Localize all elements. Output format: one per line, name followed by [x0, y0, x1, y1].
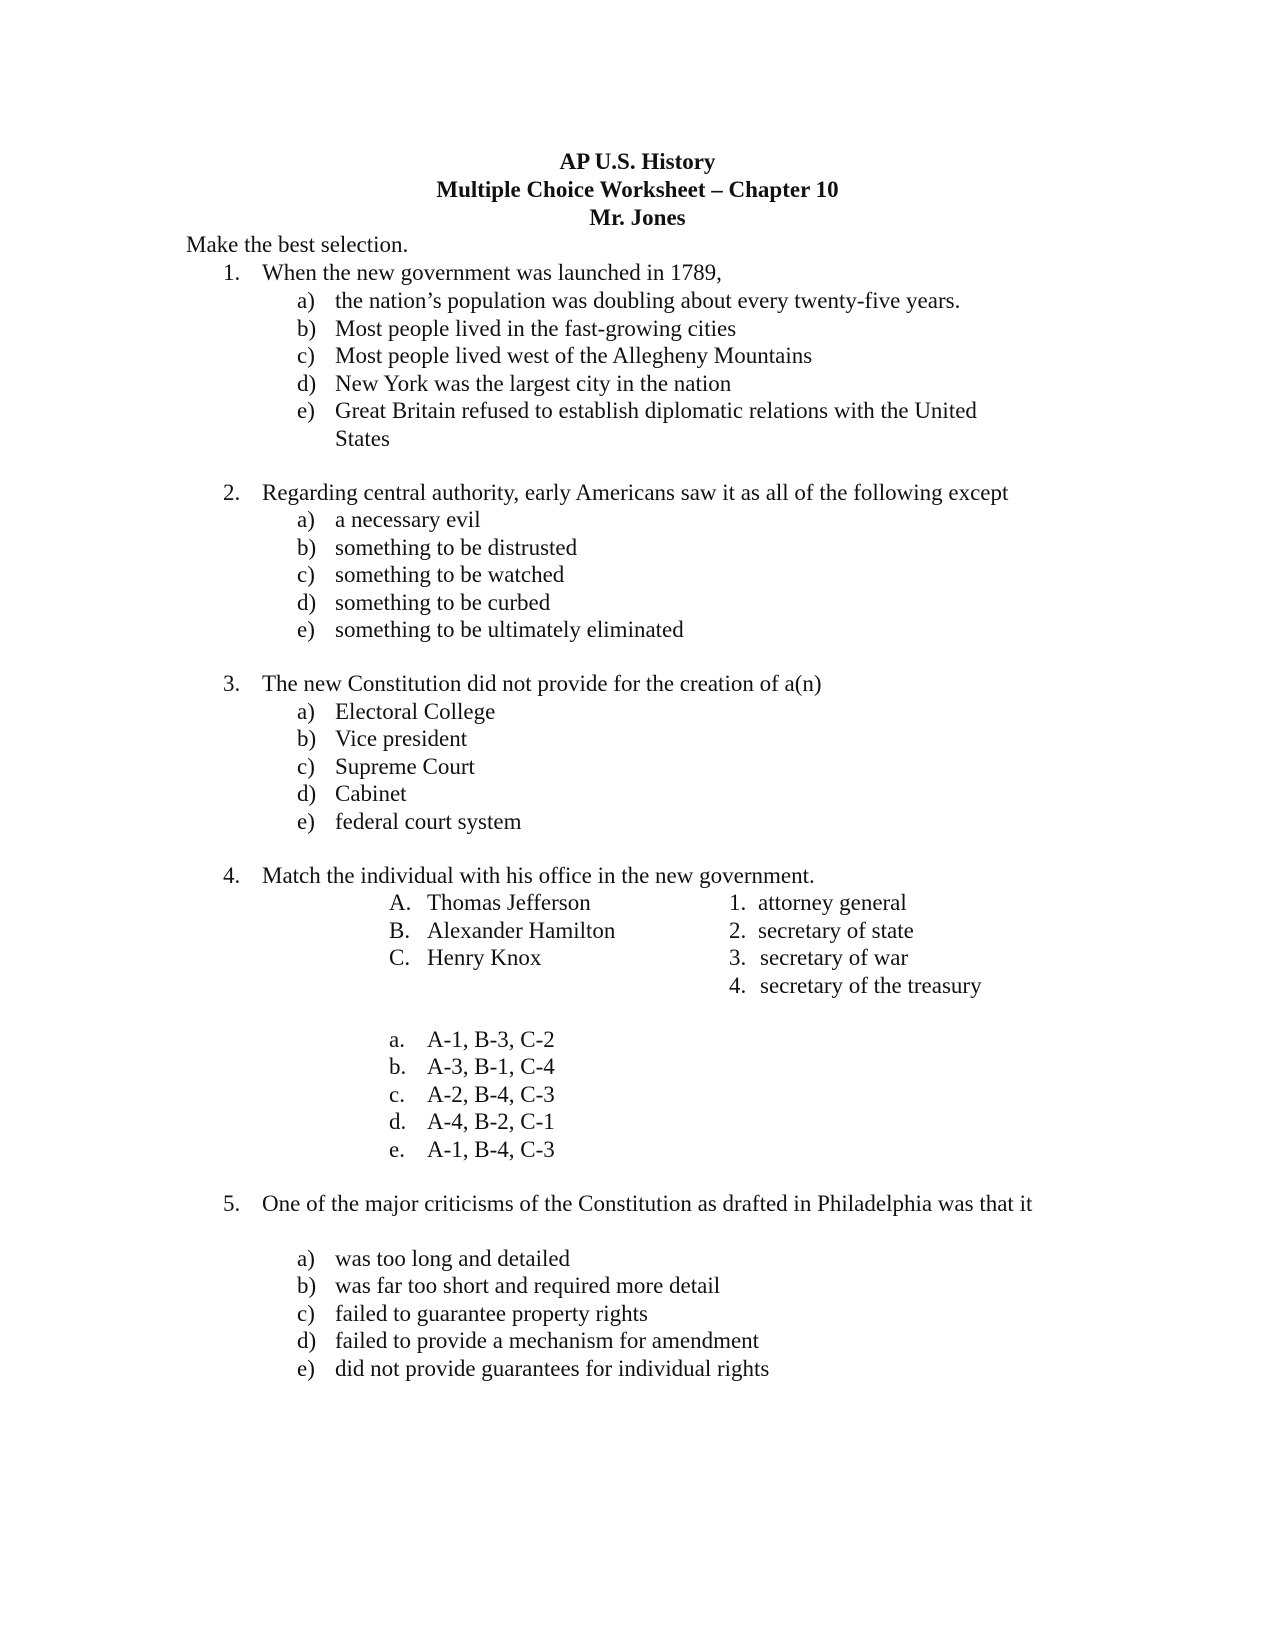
option-label: b)	[297, 726, 317, 751]
instructions: Make the best selection.	[186, 232, 409, 257]
option-text: A-1, B-3, C-2	[427, 1027, 555, 1052]
option-text: A-1, B-4, C-3	[427, 1137, 555, 1162]
question-number: 2.	[223, 480, 241, 505]
option-text: failed to provide a mechanism for amendment	[335, 1328, 760, 1353]
option-label: b.	[389, 1054, 407, 1079]
option-text: Supreme Court	[335, 754, 475, 779]
office-name: secretary of state	[758, 918, 914, 943]
individual-name: Alexander Hamilton	[427, 918, 616, 943]
office-name: secretary of war	[760, 945, 909, 970]
option-text: A-4, B-2, C-1	[427, 1109, 555, 1134]
option-text: federal court system	[335, 809, 522, 834]
option-label: a)	[297, 699, 315, 724]
option-label: a.	[389, 1027, 405, 1052]
option-label: d.	[389, 1109, 407, 1134]
question-text: When the new government was launched in 1789,	[262, 260, 722, 285]
option-text: something to be distrusted	[335, 535, 578, 560]
option-label: e.	[389, 1137, 405, 1162]
question-text: Match the individual with his office in the new government.	[262, 863, 815, 888]
question-text: Regarding central authority, early Americans saw it as all of the following except	[262, 480, 1009, 505]
question-text: One of the major criticisms of the Constitution as drafted in Philadelphia was that it	[262, 1191, 1033, 1216]
option-text: was far too short and required more detail	[335, 1273, 721, 1298]
office-name: attorney general	[758, 890, 907, 915]
individual-name: Henry Knox	[427, 945, 542, 970]
option-label: d)	[297, 371, 317, 396]
option-label: a)	[297, 288, 315, 313]
question-number: 4.	[223, 863, 241, 888]
option-label: b)	[297, 1273, 317, 1298]
individual-label: A.	[389, 890, 412, 915]
option-label: a)	[297, 1246, 315, 1271]
option-text: A-2, B-4, C-3	[427, 1082, 555, 1107]
option-label: a)	[297, 507, 315, 532]
option-label: e)	[297, 398, 315, 423]
option-text: Electoral College	[335, 699, 496, 724]
office-label: 2.	[729, 918, 747, 943]
option-label: e)	[297, 617, 315, 642]
option-label: c)	[297, 562, 315, 587]
option-text: Great Britain refused to establish diplomatic relations with the United States	[335, 398, 977, 451]
option-text: something to be ultimately eliminated	[335, 617, 684, 642]
course-title: AP U.S. History	[559, 149, 716, 174]
option-text: A-3, B-1, C-4	[427, 1054, 555, 1079]
option-text: New York was the largest city in the nation	[335, 371, 732, 396]
individual-label: C.	[389, 945, 411, 970]
option-label: c.	[389, 1082, 405, 1107]
option-label: b)	[297, 535, 317, 560]
option-text: something to be curbed	[335, 590, 551, 615]
option-label: b)	[297, 316, 317, 341]
option-text: failed to guarantee property rights	[335, 1301, 648, 1326]
option-label: e)	[297, 1356, 315, 1381]
option-label: c)	[297, 754, 315, 779]
individual-name: Thomas Jefferson	[427, 890, 591, 915]
option-text: Cabinet	[335, 781, 407, 806]
option-text: a necessary evil	[335, 507, 481, 532]
option-label: c)	[297, 1301, 315, 1326]
option-text: something to be watched	[335, 562, 565, 587]
option-label: c)	[297, 343, 315, 368]
office-name: secretary of the treasury	[760, 973, 982, 998]
office-label: 1.	[729, 890, 747, 915]
option-text: did not provide guarantees for individual rights	[335, 1356, 770, 1381]
individual-label: B.	[389, 918, 411, 943]
option-text: Vice president	[335, 726, 468, 751]
office-label: 3.	[729, 945, 747, 970]
option-label: d)	[297, 781, 317, 806]
option-label: d)	[297, 1328, 317, 1353]
question-text: The new Constitution did not provide for the creation of a(n)	[262, 671, 822, 696]
question-number: 3.	[223, 671, 241, 696]
option-text: Most people lived west of the Allegheny Mountains	[335, 343, 813, 368]
option-label: d)	[297, 590, 317, 615]
option-text: the nation’s population was doubling about every twenty-five years.	[335, 288, 961, 313]
worksheet-title: Multiple Choice Worksheet – Chapter 10	[436, 177, 839, 202]
question-number: 1.	[223, 260, 241, 285]
option-label: e)	[297, 809, 315, 834]
teacher-name: Mr. Jones	[589, 205, 686, 230]
question-number: 5.	[223, 1191, 241, 1216]
option-text: was too long and detailed	[335, 1246, 571, 1271]
option-text: Most people lived in the fast-growing cities	[335, 316, 737, 341]
office-label: 4.	[729, 973, 747, 998]
